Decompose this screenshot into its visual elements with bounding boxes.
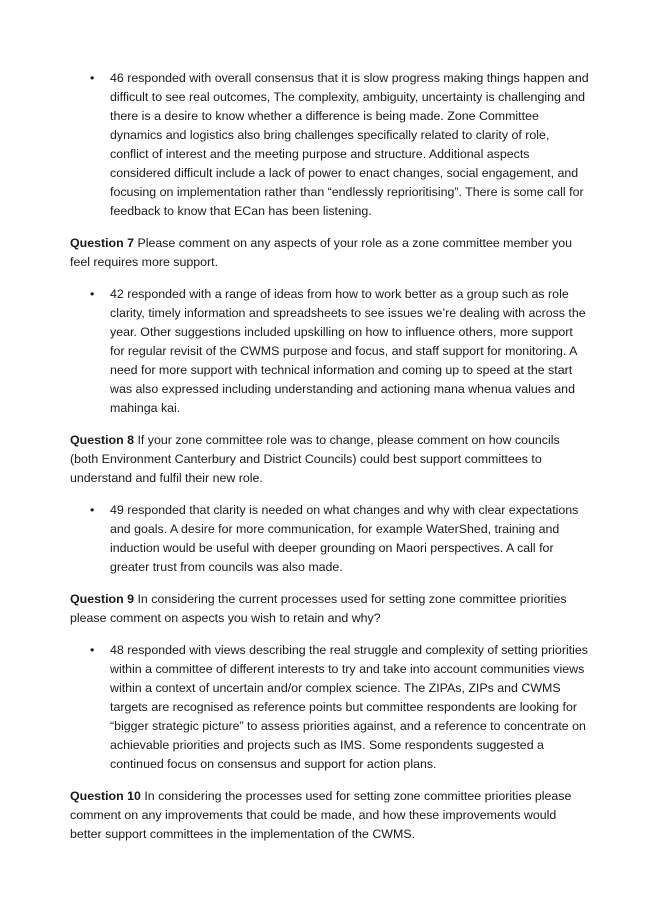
bullet-text: 49 responded that clarity is needed on what changes and why with clear expectations and goals. A desire for more communication, for example WaterShed, training and induction would be useful with deeper grounding on Maori perspectives. A call for greater trust from councils was also made. xyxy=(110,503,579,574)
question-text: Please comment on any aspects of your role as a zone committee member you feel requires more support. xyxy=(70,236,573,269)
question-text: In considering the processes used for setting zone committee priorities please comment on any improvements that could be made, and how these improvements would better support committees in the implementation of the CWMS. xyxy=(70,789,572,841)
response-bullet-q9 xyxy=(70,641,590,774)
question-label: Question 9 xyxy=(70,592,135,606)
question-label: Question 10 xyxy=(70,789,141,803)
question-7 xyxy=(70,234,590,272)
bullet-text: 48 responded with views describing the real struggle and complexity of setting priorities within a committee of different interests to try and take into account communities views within a context of uncertain and/or complex science. The ZIPAs, ZIPs and CWMS targets are recognised as reference points but committee respondents are looking for “bigger strategic picture” to assess priorities against, and a reference to concentrate on achievable priorities and projects such as IMS. Some respondents suggested a continued focus on consensus and support for action plans. xyxy=(110,643,588,771)
bullet-dot-icon: • xyxy=(90,503,95,517)
bullet-dot-icon: • xyxy=(90,643,95,657)
bullet-text: 42 responded with a range of ideas from how to work better as a group such as role clarity, timely information and spreadsheets to see issues we’re dealing with across the year. Other suggestions included upskilling on how to influence others, more support for regular revisit of the CWMS purpose and focus, and staff support for monitoring. A need for more support with technical information and coming up to speed at the start was also expressed including understanding and actioning mana whenua values and mahinga kai. xyxy=(110,287,586,415)
bullet-text: 46 responded with overall consensus that it is slow progress making things happen and difficult to see real outcomes, The complexity, ambiguity, uncertainty is challenging and there is a desire to know whether a difference is being made. Zone Committee dynamics and logistics also bring challenges specifically related to clarity of role, conflict of interest and the meeting purpose and structure. Additional aspects considered difficult include a lack of power to enact changes, social engagement, and focusing on implementation rather than “endlessly reprioritising”. There is some call for feedback to know that ECan has been listening. xyxy=(110,71,589,218)
document-body xyxy=(70,69,590,844)
question-label: Question 7 xyxy=(70,236,135,250)
response-bullet-q8 xyxy=(70,501,590,577)
bullet-dot-icon: • xyxy=(90,71,95,85)
question-8 xyxy=(70,431,590,488)
question-label: Question 8 xyxy=(70,433,135,447)
question-text: In considering the current processes used for setting zone committee priorities please comment on aspects you wish to retain and why? xyxy=(70,592,567,625)
question-10 xyxy=(70,787,590,844)
question-text: If your zone committee role was to change, please comment on how councils (both Environment Canterbury and District Councils) could best support committees to understand and fulfil their new role. xyxy=(70,433,560,485)
response-bullet-q6 xyxy=(70,69,590,221)
response-bullet-q7 xyxy=(70,285,590,418)
question-9 xyxy=(70,590,590,628)
bullet-dot-icon: • xyxy=(90,287,95,301)
